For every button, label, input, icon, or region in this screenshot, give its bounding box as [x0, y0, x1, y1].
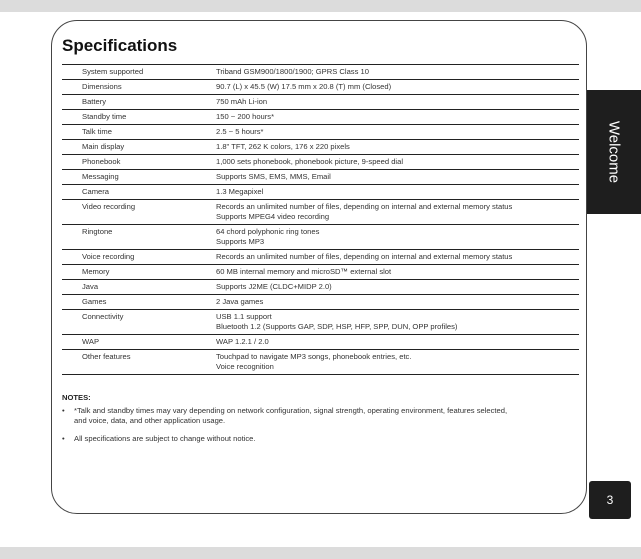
spec-value-line: Touchpad to navigate MP3 songs, phonebook entries, etc.: [216, 352, 412, 361]
spec-value-line: 2.5 ~ 5 hours*: [216, 127, 264, 136]
spec-label: Memory: [82, 267, 110, 276]
spec-value-line: 150 ~ 200 hours*: [216, 112, 275, 121]
spec-label: Voice recording: [82, 252, 135, 261]
spec-row: [62, 310, 579, 335]
specifications-table: [62, 64, 579, 375]
spec-value-line: Triband GSM900/1800/1900; GPRS Class 10: [216, 67, 369, 76]
spec-value: [216, 225, 579, 250]
spec-label: Ringtone: [82, 227, 113, 236]
spec-label: Dimensions: [82, 82, 122, 91]
spec-row: [62, 200, 579, 225]
spec-value-line: 1.8" TFT, 262 K colors, 176 x 220 pixels: [216, 142, 350, 151]
spec-row: [62, 225, 579, 250]
spec-row: [62, 125, 579, 140]
spec-label: Battery: [82, 97, 107, 106]
spec-value-line: Records an unlimited number of files, depending on internal and external memory status: [216, 252, 513, 261]
spec-label: System supported: [82, 67, 144, 76]
note-item: • All specifications are subject to change without notice.: [62, 434, 256, 443]
spec-row: [62, 250, 579, 265]
spec-value-line: 64 chord polyphonic ring tones: [216, 227, 320, 236]
spec-label: Video recording: [82, 202, 136, 211]
spec-value-line: 750 mAh Li-ion: [216, 97, 268, 106]
note-item: • *Talk and standby times may vary depending on network configuration, signal strength, operating environment, features selected, and voice, data, and other application usage.: [62, 406, 508, 425]
spec-value-line: Supports J2ME (CLDC+MIDP 2.0): [216, 282, 332, 291]
spec-label: Games: [82, 297, 107, 306]
spec-label: Camera: [82, 187, 110, 196]
bullet-icon: •: [62, 406, 65, 415]
spec-value: [216, 140, 579, 155]
spec-row: [62, 335, 579, 350]
spec-value-line: Bluetooth 1.2 (Supports GAP, SDP, HSP, HFP, SPP, DUN, OPP profiles): [216, 322, 458, 331]
spec-row: [62, 65, 579, 80]
spec-label: Main display: [82, 142, 125, 151]
page-title: Specifications: [62, 36, 178, 55]
spec-value: [216, 310, 579, 335]
notes-heading: NOTES:: [62, 393, 91, 402]
spec-label: WAP: [82, 337, 100, 346]
spec-value: [216, 80, 579, 95]
spec-value-line: 1.3 Megapixel: [216, 187, 264, 196]
spec-row: [62, 80, 579, 95]
spec-value-line: 2 Java games: [216, 297, 264, 306]
spec-row: [62, 350, 579, 375]
bullet-icon: •: [62, 434, 65, 443]
spec-label: Connectivity: [82, 312, 124, 321]
page-number: 3: [589, 481, 631, 519]
spec-value: [216, 125, 579, 140]
spec-label: Java: [82, 282, 99, 291]
spec-value-line: Voice recognition: [216, 362, 274, 371]
spec-value: [216, 170, 579, 185]
spec-value: [216, 95, 579, 110]
spec-value-line: Supports SMS, EMS, MMS, Email: [216, 172, 331, 181]
spec-value-line: Records an unlimited number of files, depending on internal and external memory status: [216, 202, 513, 211]
spec-value: [216, 265, 579, 280]
spec-row: [62, 170, 579, 185]
spec-row: [62, 280, 579, 295]
notes-list: [62, 406, 578, 452]
spec-value: [216, 335, 579, 350]
spec-value: [216, 350, 579, 375]
spec-label: Standby time: [82, 112, 127, 121]
spec-value: [216, 280, 579, 295]
spec-row: [62, 95, 579, 110]
spec-row: [62, 155, 579, 170]
spec-row: [62, 140, 579, 155]
spec-value: [216, 295, 579, 310]
spec-value-line: USB 1.1 support: [216, 312, 272, 321]
section-tab-label: Welcome: [605, 120, 623, 184]
spec-value-line: Supports MPEG4 video recording: [216, 212, 330, 221]
spec-value-line: 1,000 sets phonebook, phonebook picture, 9-speed dial: [216, 157, 404, 166]
spec-value-line: WAP 1.2.1 / 2.0: [216, 337, 269, 346]
spec-value: [216, 200, 579, 225]
spec-label: Messaging: [82, 172, 119, 181]
spec-row: [62, 265, 579, 280]
spec-label: Other features: [82, 352, 131, 361]
spec-value-line: Supports MP3: [216, 237, 265, 246]
spec-row: [62, 110, 579, 125]
spec-label: Phonebook: [82, 157, 121, 166]
spec-value: [216, 65, 579, 80]
spec-value: [216, 110, 579, 125]
spec-value: [216, 185, 579, 200]
spec-label: Talk time: [82, 127, 112, 136]
spec-value-line: 90.7 (L) x 45.5 (W) 17.5 mm x 20.8 (T) mm (Closed): [216, 82, 392, 91]
spec-value-line: 60 MB internal memory and microSD™ external slot: [216, 267, 392, 276]
spec-row: [62, 295, 579, 310]
section-tab-welcome: [587, 90, 641, 214]
spec-row: [62, 185, 579, 200]
spec-value: [216, 155, 579, 170]
spec-value: [216, 250, 579, 265]
